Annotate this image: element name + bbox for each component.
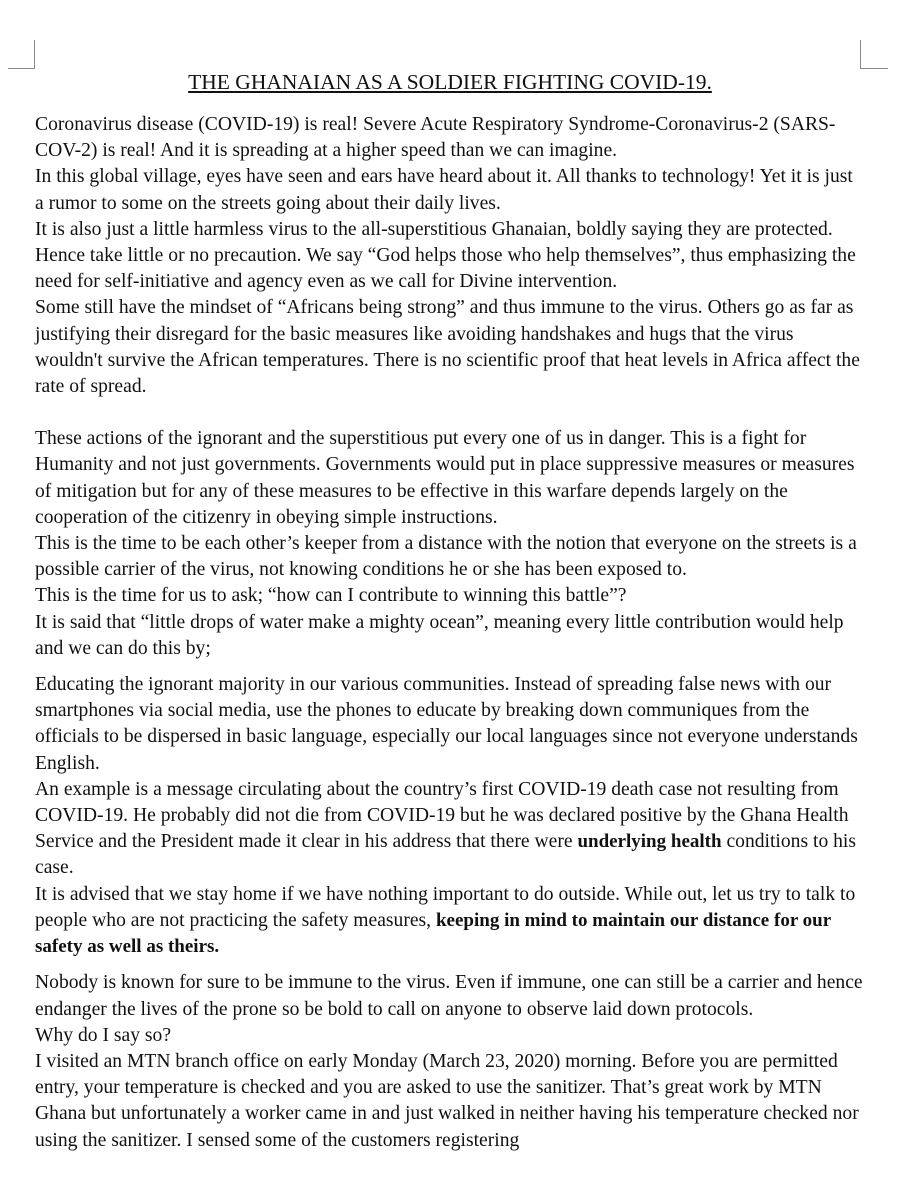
paragraph-text: An example is a message circulating about the country’s first COVID-19 death case not resulting from COVID-19. He probably did not die from COVID-19 but he was declared positive by the Ghana Health Service and the President made it clear in his address that there were (35, 778, 849, 853)
emphasized-text: keeping in mind to maintain our distance for our safety as well as theirs. (35, 909, 831, 958)
paragraph: This is the time to be each other’s keeper from a distance with the notion that everyone on the streets is a possible carrier of the virus, not knowing conditions he or she has been exposed to. (35, 533, 857, 581)
paragraph (35, 882, 865, 961)
paragraph: I visited an MTN branch office on early Monday (March 23, 2020) morning. Before you are permitted entry, your temperature is checked and you are asked to use the sanitizer. That’s great work by MTN Ghana but unfortunately a worker came in and just walked in neither having his temperature checked nor using the sanitizer. I sensed some of the customers registering (35, 1050, 859, 1151)
paragraph: These actions of the ignorant and the superstitious put every one of us in danger. This is a fight for Humanity and not just governments. Governments would put in place suppressive measures or measures of mitigation but for any of these measures to be effective in this warfare depends largely on the cooperation of the citizenry in obeying simple instructions. (35, 428, 855, 528)
paragraph: This is the time for us to ask; “how can I contribute to winning this battle”? (35, 585, 627, 607)
paragraph: Nobody is known for sure to be immune to the virus. Even if immune, one can still be a carrier and hence endanger the lives of the prone so be bold to call on anyone to observe laid down protocols. (35, 972, 863, 1020)
paragraph-text: conditions to his case. (35, 831, 857, 879)
paragraph-spacer (35, 400, 865, 426)
emphasized-text: underlying health (577, 831, 722, 853)
paragraph-text: It is advised that we stay home if we have nothing important to do outside. While out, let us try to talk to people who are not practicing the safety measures, (35, 883, 856, 931)
paragraph (35, 777, 865, 882)
document-title: THE GHANAIAN AS A SOLDIER FIGHTING COVID-19. (188, 70, 712, 94)
paragraph: It is also just a little harmless virus to the all-superstitious Ghanaian, boldly saying they are protected. Hence take little or no precaution. We say “God helps those who help themselves”, thus emphasizing the need for self-initiative and agency even as we call for Divine intervention. (35, 218, 856, 293)
paragraph: Some still have the mindset of “Africans being strong” and thus immune to the virus. Others go as far as justifying their disregard for the basic measures like avoiding handshakes and hugs that the virus wouldn't survive the African temperatures. There is no scientific proof that heat levels in Africa affect the rate of spread. (35, 297, 860, 398)
crop-mark-top-left (8, 40, 35, 69)
paragraph: Educating the ignorant majority in our various communities. Instead of spreading false news with our smartphones via social media, use the phones to educate by breaking down communiques from the officials to be dispersed in basic language, especially our local languages since not everyone understands English. (35, 674, 858, 774)
paragraph-spacer (35, 662, 865, 672)
paragraph-spacer (35, 960, 865, 970)
paragraph: In this global village, eyes have seen and ears have heard about it. All thanks to technology! Yet it is just a rumor to some on the streets going about their daily lives. (35, 166, 853, 214)
crop-mark-top-right (860, 40, 888, 69)
paragraph: Coronavirus disease (COVID-19) is real! Severe Acute Respiratory Syndrome-Coronavirus-2 (SARS-COV-2) is real! And it is spreading at a higher speed than we can imagine. (35, 114, 836, 162)
paragraph: Why do I say so? (35, 1024, 172, 1046)
document-page (35, 66, 865, 1154)
paragraph: It is said that “little drops of water make a mighty ocean”, meaning every little contribution would help and we can do this by; (35, 611, 844, 659)
